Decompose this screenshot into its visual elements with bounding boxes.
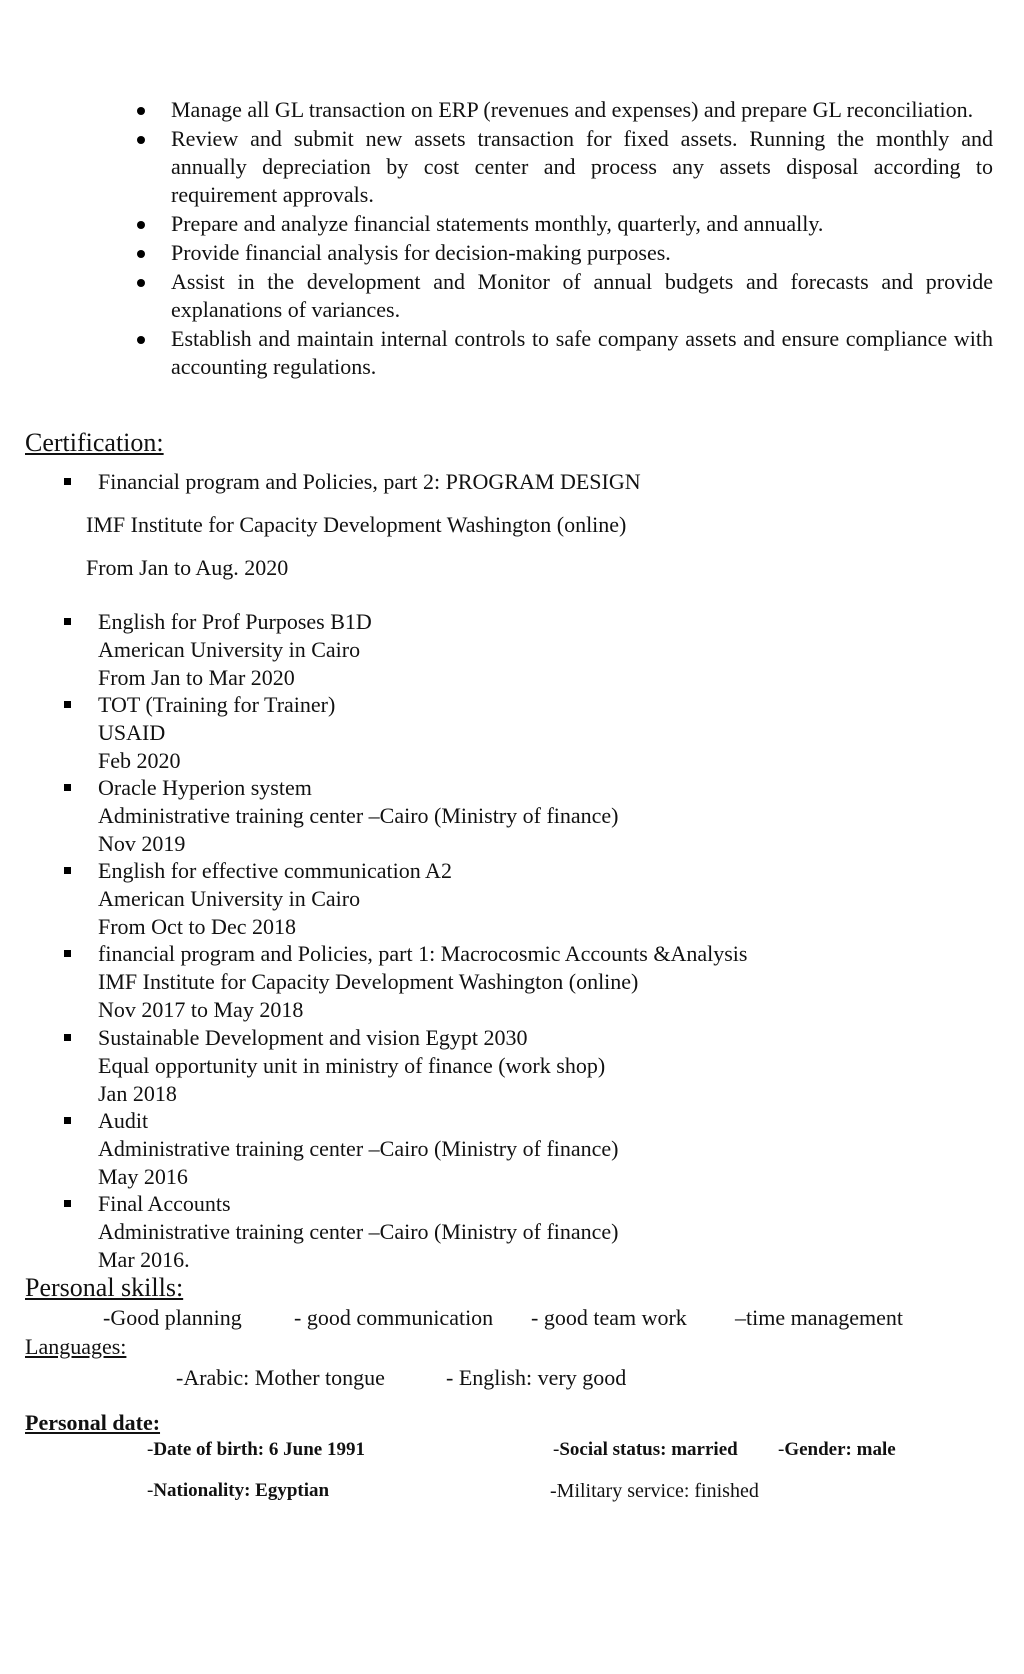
skill-planning: -Good planning [103, 1305, 242, 1330]
cert-item [98, 608, 372, 692]
cert-org: American University in Cairo [98, 637, 361, 662]
cert-name: Audit [98, 1107, 149, 1133]
duties-list [171, 96, 993, 382]
cert-date: Feb 2020 [98, 748, 181, 774]
personal-heading: Personal date: [25, 1410, 161, 1435]
cert-name: Sustainable Development and vision Egypt 2030 [98, 1024, 528, 1050]
social-status: -Social status: married [553, 1439, 738, 1460]
cert-org: Administrative training center –Cairo (Ministry of finance) [98, 803, 619, 829]
duty-item: Provide financial analysis for decision-making purposes. [171, 239, 993, 267]
cert-name: English for effective communication A2 [98, 858, 452, 884]
cert-name: English for Prof Purposes B1D [98, 609, 372, 634]
cert-item [98, 1107, 619, 1191]
cert-item [98, 774, 619, 858]
cert-org: American University in Cairo [98, 886, 361, 912]
gender: -Gender: male [778, 1439, 896, 1460]
square-bullet-icon [64, 1034, 71, 1041]
duty-item: Review and submit new assets transaction for fixed assets. Running the monthly and annually depreciation by cost center and process any assets disposal according to requirement approvals. [171, 126, 993, 207]
square-bullet-icon [64, 950, 71, 957]
date-of-birth-value: Date of birth: 6 June 1991 [153, 1439, 365, 1460]
cert-item [98, 468, 641, 496]
cert-name: financial program and Policies, part 1: Macrocosmic Accounts &Analysis [98, 941, 748, 967]
square-bullet-icon [64, 618, 71, 625]
skill-communication: - good communication [294, 1305, 494, 1330]
gender-value: Gender: male [784, 1439, 896, 1460]
cert-org: Equal opportunity unit in ministry of finance (work shop) [98, 1052, 606, 1078]
skill-teamwork: - good team work [531, 1305, 687, 1330]
nationality-value: Nationality: Egyptian [153, 1480, 330, 1501]
cert-item [98, 857, 452, 941]
language-english: - English: very good [446, 1365, 627, 1390]
cert-org: USAID [98, 720, 166, 746]
languages-heading: Languages: [25, 1334, 127, 1359]
cert-date: From Oct to Dec 2018 [98, 914, 296, 940]
square-bullet-icon [64, 784, 71, 791]
duty-item: Establish and maintain internal controls to safe company assets and ensure compliance with accounting regulations. [171, 326, 993, 379]
cert-item [98, 1024, 605, 1108]
cert-item [98, 940, 747, 1024]
cert-date: From Jan to Aug. 2020 [86, 555, 289, 580]
skill-time-management: –time management [735, 1305, 903, 1330]
cert-item [98, 691, 335, 775]
cert-org: IMF Institute for Capacity Development Washington (online) [86, 512, 627, 537]
social-status-value: Social status: married [559, 1439, 738, 1460]
nationality: -Nationality: Egyptian [147, 1480, 330, 1501]
square-bullet-icon [64, 1200, 71, 1207]
cert-org: IMF Institute for Capacity Development Washington (online) [98, 969, 639, 995]
cert-org: Administrative training center –Cairo (Ministry of finance) [98, 1135, 619, 1161]
date-of-birth: -Date of birth: 6 June 1991 [147, 1439, 365, 1460]
square-bullet-icon [64, 701, 71, 708]
square-bullet-icon [64, 1117, 71, 1124]
cert-item [98, 1190, 619, 1274]
military-service: -Military service: finished [550, 1480, 759, 1502]
cert-date: Nov 2017 to May 2018 [98, 997, 304, 1023]
skills-heading: Personal skills: [25, 1273, 184, 1302]
cert-date: Nov 2019 [98, 831, 186, 857]
cert-name: Oracle Hyperion system [98, 775, 312, 801]
cert-date: May 2016 [98, 1163, 188, 1189]
cert-name: Financial program and Policies, part 2: PROGRAM DESIGN [98, 469, 641, 494]
cert-name: TOT (Training for Trainer) [98, 692, 336, 718]
cert-date: Mar 2016. [98, 1246, 190, 1272]
square-bullet-icon [64, 478, 71, 485]
square-bullet-icon [64, 867, 71, 874]
cert-date: Jan 2018 [98, 1080, 177, 1106]
duty-item: Assist in the development and Monitor of annual budgets and forecasts and provide explanations of variances. [171, 269, 993, 322]
cert-date: From Jan to Mar 2020 [98, 665, 295, 690]
language-arabic: -Arabic: Mother tongue [176, 1365, 385, 1390]
cert-org: Administrative training center –Cairo (Ministry of finance) [98, 1218, 619, 1244]
certification-heading: Certification: [25, 428, 164, 457]
duty-item: Prepare and analyze financial statements monthly, quarterly, and annually. [171, 210, 993, 238]
duty-item: Manage all GL transaction on ERP (revenues and expenses) and prepare GL reconciliation. [171, 96, 993, 124]
cert-name: Final Accounts [98, 1190, 231, 1216]
